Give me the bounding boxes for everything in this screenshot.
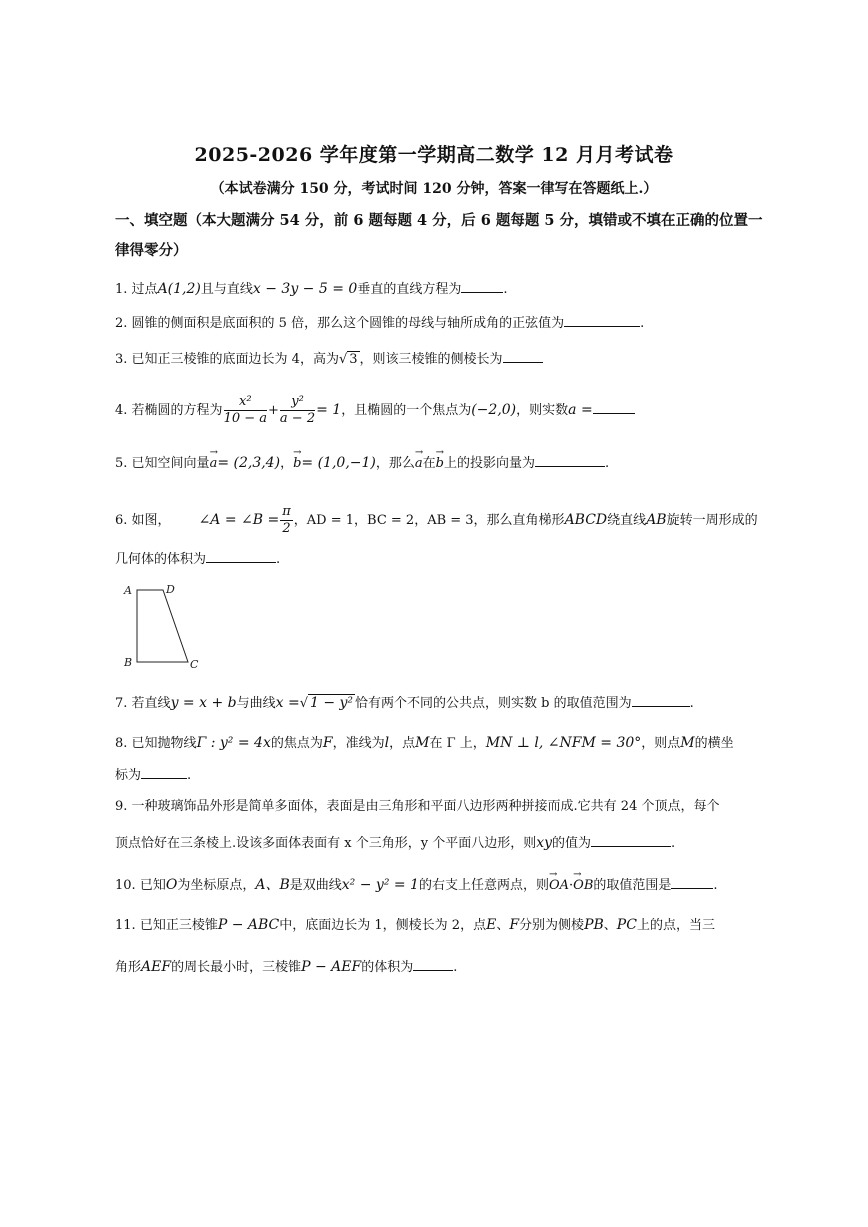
q10-text-d: 的右支上任意两点，则 bbox=[418, 878, 549, 893]
q7-text-b: 与曲线 bbox=[236, 696, 276, 711]
answer-blank[interactable] bbox=[593, 399, 635, 414]
q1-text-a: 过点 bbox=[131, 282, 158, 297]
q11-line2-text: 角形 bbox=[115, 960, 142, 975]
question-8-line2 bbox=[115, 764, 760, 787]
q1-period: . bbox=[503, 282, 508, 297]
q6-text-a: 如图， bbox=[131, 513, 171, 528]
q5-vector-b-value: = (1,0,−1) bbox=[301, 455, 376, 471]
q10-vector-OB: → OB bbox=[573, 875, 593, 897]
q4-text-c: ，则实数 bbox=[516, 403, 569, 418]
q2-period: . bbox=[640, 316, 645, 331]
question-7 bbox=[115, 692, 760, 715]
answer-blank[interactable] bbox=[461, 278, 503, 293]
question-11-line2 bbox=[115, 956, 760, 979]
q4-fraction-2 bbox=[280, 394, 315, 427]
q2-text: 圆锥的侧面积是底面积的 5 倍，那么这个圆锥的母线与轴所成角的正弦值为 bbox=[131, 316, 565, 331]
label-C: C bbox=[190, 658, 199, 671]
question-8 bbox=[115, 732, 760, 755]
q9-period: . bbox=[671, 836, 676, 851]
q6-pi-num: π bbox=[282, 504, 291, 519]
question-9-line2 bbox=[115, 832, 760, 855]
q3-text-a: 已知正三棱锥的底面边长为 4，高为 bbox=[131, 352, 339, 367]
question-11 bbox=[115, 914, 760, 937]
q3-radicand: 3 bbox=[349, 352, 358, 367]
q6-angle: ∠A = ∠B = bbox=[198, 512, 280, 528]
q5-text-b: ，那么 bbox=[375, 456, 415, 471]
q9-text: 一种玻璃饰品外形是简单多面体，表面是由三角形和平面八边形两种拼接而成.它共有 24 个顶点，每个 bbox=[131, 799, 720, 814]
exam-title: 2025-2026 学年度第一学期高二数学 12 月月考试卷 bbox=[194, 144, 674, 166]
q7-radicand: 1 − y² bbox=[309, 695, 354, 711]
answer-blank[interactable] bbox=[535, 452, 605, 467]
q4-frac1-num: x² bbox=[224, 394, 267, 411]
q8-parabola: Γ : y² = 4x bbox=[196, 735, 271, 751]
q8-text-g: 的横坐 bbox=[694, 736, 734, 751]
q11-F: F bbox=[509, 917, 520, 933]
label-B: B bbox=[124, 656, 133, 669]
q10-text-b: 为坐标原点， bbox=[177, 878, 256, 893]
q9-xy: xy bbox=[536, 835, 553, 851]
q10-vector-OA: → OA bbox=[549, 875, 569, 897]
q8-period: . bbox=[187, 768, 192, 783]
q5-text-c: 在 bbox=[422, 456, 436, 471]
q5-sep: ， bbox=[280, 456, 294, 471]
question-number: 5. bbox=[115, 456, 128, 471]
q8-text-e: 在 Γ 上， bbox=[429, 736, 486, 751]
q11-text-d: 分别为侧棱 bbox=[519, 918, 585, 933]
q8-F: F bbox=[322, 735, 333, 751]
q6-pi-den: 2 bbox=[282, 521, 291, 536]
q4-plus: + bbox=[268, 403, 279, 418]
q5-text-a: 已知空间向量 bbox=[131, 456, 210, 471]
trapezoid-figure bbox=[118, 580, 208, 672]
q11-aef: AEF bbox=[141, 959, 172, 975]
answer-blank[interactable] bbox=[591, 832, 671, 847]
question-number: 7. bbox=[115, 696, 128, 711]
q8-text-a: 已知抛物线 bbox=[131, 736, 197, 751]
question-number: 10. bbox=[115, 878, 136, 893]
q4-frac2-den: a − 2 bbox=[279, 411, 316, 426]
q11-pabc: P − ABC bbox=[217, 917, 280, 933]
q5-vector-a-value: = (2,3,4) bbox=[217, 455, 281, 471]
q11-text-c: 、 bbox=[496, 918, 510, 933]
question-5 bbox=[115, 452, 760, 475]
answer-blank[interactable] bbox=[671, 874, 713, 889]
q7-line: y = x + b bbox=[170, 695, 237, 711]
q1-text-b: 且与直线 bbox=[200, 282, 253, 297]
question-number: 4. bbox=[115, 403, 128, 418]
q6-pi-fraction bbox=[280, 504, 293, 537]
q3-sqrt: √ 3 bbox=[338, 352, 358, 367]
answer-blank[interactable] bbox=[141, 764, 187, 779]
q4-text-b: ，且椭圆的一个焦点为 bbox=[341, 403, 472, 418]
q8-condition: MN ⊥ l, ∠NFM = 30° bbox=[485, 735, 642, 751]
q9-text-c: 的值为 bbox=[552, 836, 592, 851]
question-number: 1. bbox=[115, 282, 128, 297]
q7-period: . bbox=[689, 696, 694, 711]
q10-period: . bbox=[713, 878, 718, 893]
question-6-line2 bbox=[115, 548, 760, 571]
q4-focus: (−2,0) bbox=[471, 402, 517, 418]
q6-text-lengths: ，AD = 1，BC = 2，AB = 3，那么直角梯形 bbox=[293, 513, 565, 528]
question-1 bbox=[115, 278, 760, 301]
q8-text-d: ，点 bbox=[389, 736, 416, 751]
q1-line-equation: x − 3y − 5 = 0 bbox=[252, 281, 358, 297]
q5-vector-a-ref: → a bbox=[415, 453, 423, 475]
q8-text-c: ，准线为 bbox=[332, 736, 385, 751]
answer-blank[interactable] bbox=[413, 956, 453, 971]
q6-text-b: 绕直线 bbox=[607, 513, 647, 528]
answer-blank[interactable] bbox=[564, 312, 640, 327]
q11-text-a: 已知正三棱锥 bbox=[139, 918, 218, 933]
question-2 bbox=[115, 312, 760, 335]
q4-fraction-1 bbox=[224, 394, 267, 427]
q4-frac1-den: 10 − a bbox=[223, 411, 268, 426]
q5-vector-b-ref: → b bbox=[436, 453, 444, 475]
answer-blank[interactable] bbox=[632, 692, 690, 707]
q10-hyperbola: x² − y² = 1 bbox=[341, 877, 419, 893]
q10-text-e: 的取值范围是 bbox=[593, 878, 672, 893]
q7-text-c: 恰有两个不同的公共点，则实数 b 的取值范围为 bbox=[355, 696, 632, 711]
question-6 bbox=[115, 498, 760, 543]
answer-blank[interactable] bbox=[503, 348, 543, 363]
q11-text-b: 中，底面边长为 1，侧棱长为 2，点 bbox=[279, 918, 487, 933]
q10-dot: · bbox=[569, 878, 574, 893]
q8-text-f: ，则点 bbox=[641, 736, 681, 751]
question-number: 9. bbox=[115, 799, 128, 814]
q11-paef: P − AEF bbox=[301, 959, 362, 975]
q11-PC: PC bbox=[616, 917, 637, 933]
q4-var: a = bbox=[568, 402, 593, 418]
section-heading: 一、填空题（本大题满分 54 分，前 6 题每题 4 分，后 6 题每题 5 分，填错或不填在正确的位置一律得零分） bbox=[115, 212, 763, 259]
question-number: 8. bbox=[115, 736, 128, 751]
q11-text-e: 、 bbox=[603, 918, 617, 933]
question-3 bbox=[115, 348, 760, 371]
q9-line2-text: 顶点恰好在三条棱上.设该多面体表面有 x 个三角形，y 个平面八边形，则 bbox=[115, 836, 537, 851]
q5-vector-a: → a bbox=[210, 453, 218, 475]
q6-period: . bbox=[276, 552, 281, 567]
q6-text-c: 旋转一周形成的 bbox=[666, 513, 758, 528]
question-10 bbox=[115, 874, 760, 897]
q11-text-g: 的周长最小时，三棱锥 bbox=[171, 960, 302, 975]
q8-M2: M bbox=[680, 735, 695, 751]
exam-subtitle: （本试卷满分 150 分，考试时间 120 分钟，答案一律写在答题纸上.） bbox=[210, 181, 658, 197]
q10-AB: A、B bbox=[255, 877, 290, 893]
q4-frac2-num: y² bbox=[280, 394, 315, 411]
question-number: 6. bbox=[115, 513, 128, 528]
q8-l: l bbox=[384, 735, 390, 751]
q5-vector-b: → b bbox=[293, 453, 301, 475]
question-number: 3. bbox=[115, 352, 128, 367]
q6-abcd: ABCD bbox=[564, 512, 608, 528]
label-A: A bbox=[124, 584, 132, 597]
q10-O: O bbox=[165, 877, 178, 893]
answer-blank[interactable] bbox=[206, 548, 276, 563]
q11-E: E bbox=[486, 917, 497, 933]
q8-text-b: 的焦点为 bbox=[270, 736, 323, 751]
label-D: D bbox=[166, 583, 175, 596]
q8-line2-text: 标为 bbox=[115, 768, 142, 783]
question-number: 2. bbox=[115, 316, 128, 331]
q10-text-c: 是双曲线 bbox=[289, 878, 342, 893]
q5-text-d: 上的投影向量为 bbox=[444, 456, 536, 471]
q11-PB: PB bbox=[584, 917, 604, 933]
question-9 bbox=[115, 796, 760, 818]
q6-ab: AB bbox=[646, 512, 667, 528]
trapezoid-shape bbox=[137, 590, 188, 662]
q5-period: . bbox=[605, 456, 610, 471]
question-4 bbox=[115, 390, 760, 431]
q7-text-a: 若直线 bbox=[131, 696, 171, 711]
q1-text-c: 垂直的直线方程为 bbox=[357, 282, 462, 297]
q6-line2-text: 几何体的体积为 bbox=[115, 552, 207, 567]
question-number: 11. bbox=[115, 918, 136, 933]
q11-text-h: 的体积为 bbox=[361, 960, 414, 975]
q11-period: . bbox=[453, 960, 458, 975]
q11-text-f: 上的点，当三 bbox=[636, 918, 715, 933]
q3-text-b: ，则该三棱锥的侧棱长为 bbox=[359, 352, 503, 367]
q7-x-equals: x = bbox=[275, 695, 300, 711]
q1-point: A(1,2) bbox=[157, 281, 201, 297]
q4-equals: = 1 bbox=[316, 402, 342, 418]
q10-text-a: 已知 bbox=[139, 878, 166, 893]
q7-sqrt: √ 1 − y² bbox=[299, 695, 354, 711]
q8-M: M bbox=[415, 735, 430, 751]
q4-text-a: 若椭圆的方程为 bbox=[131, 403, 223, 418]
